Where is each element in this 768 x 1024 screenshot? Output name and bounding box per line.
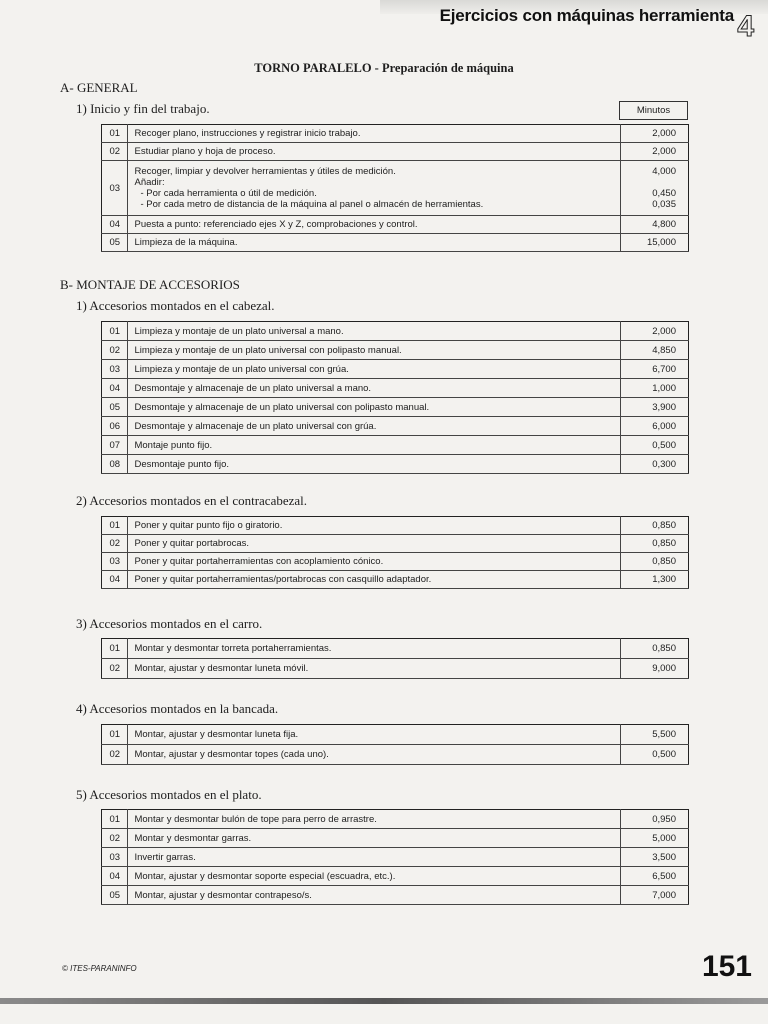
section-a-heading: A- GENERAL (60, 80, 138, 95)
row-number: 03 (102, 553, 128, 571)
row-minutes (620, 161, 688, 216)
row-description: Montar, ajustar y desmontar luneta móvil. (128, 659, 620, 679)
row-minutes: 2,000 (620, 125, 688, 143)
row-number: 02 (102, 535, 128, 553)
row-minutes: 2,000 (620, 143, 688, 161)
row-description: Montaje punto fijo. (128, 436, 620, 455)
row-number: 04 (102, 379, 128, 398)
table-row (102, 436, 689, 455)
subsection-b1-heading: 1) Accesorios montados en el cabezal. (76, 298, 275, 313)
row-number: 04 (102, 867, 128, 886)
table-b1 (101, 321, 689, 474)
row-number: 02 (102, 829, 128, 848)
row-description: Puesta a punto: referenciado ejes X y Z, comprobaciones y control. (128, 216, 620, 234)
row-description: Poner y quitar portaherramientas/portabrocas con casquillo adaptador. (128, 571, 620, 589)
row-description: Poner y quitar punto fijo o giratorio. (128, 517, 620, 535)
row-description: Limpieza de la máquina. (128, 234, 620, 252)
table-row (102, 341, 689, 360)
table-row (102, 848, 689, 867)
table-row (102, 161, 689, 216)
row-number: 01 (102, 810, 128, 829)
row-number: 08 (102, 455, 128, 474)
row-description: Limpieza y montaje de un plato universal con polipasto manual. (128, 341, 620, 360)
row-number: 03 (102, 360, 128, 379)
row-minutes: 7,000 (620, 886, 688, 905)
table-row (102, 360, 689, 379)
table-row (102, 234, 689, 252)
row-number: 05 (102, 886, 128, 905)
row-number: 01 (102, 725, 128, 745)
row-minutes: 6,500 (620, 867, 688, 886)
minutes-header: Minutos (619, 101, 688, 120)
table-row (102, 867, 689, 886)
row-number: 02 (102, 341, 128, 360)
row-description-line: - Por cada metro de distancia de la máquina al panel o almacén de herramientas. (140, 199, 484, 210)
table-row (102, 143, 689, 161)
table-row (102, 535, 689, 553)
row-description: Desmontaje y almacenaje de un plato universal con polipasto manual. (128, 398, 620, 417)
row-number: 02 (102, 659, 128, 679)
row-description: Montar, ajustar y desmontar topes (cada uno). (128, 745, 620, 765)
row-description: Poner y quitar portaherramientas con acoplamiento cónico. (128, 553, 620, 571)
row-description-line: Añadir: (134, 177, 165, 188)
row-description: Limpieza y montaje de un plato universal con grúa. (128, 360, 620, 379)
row-description: Desmontaje y almacenaje de un plato universal con grúa. (128, 417, 620, 436)
table-row (102, 455, 689, 474)
subsection-b3-heading: 3) Accesorios montados en el carro. (76, 616, 263, 631)
subsection-a1-heading: 1) Inicio y fin del trabajo. (76, 101, 210, 116)
row-minutes: 1,000 (620, 379, 688, 398)
row-minutes: 2,000 (620, 322, 688, 341)
subsection-b5-heading: 5) Accesorios montados en el plato. (76, 787, 262, 802)
row-description: Montar, ajustar y desmontar soporte especial (escuadra, etc.). (128, 867, 620, 886)
table-row (102, 886, 689, 905)
table-row (102, 125, 689, 143)
row-minutes: 4,800 (620, 216, 688, 234)
table-row (102, 398, 689, 417)
table-row (102, 417, 689, 436)
row-number: 04 (102, 216, 128, 234)
row-number: 01 (102, 517, 128, 535)
row-minutes: 0,850 (620, 639, 688, 659)
row-minutes: 4,850 (620, 341, 688, 360)
row-number: 01 (102, 125, 128, 143)
row-description-line: - Por cada herramienta o útil de medición. (140, 188, 317, 199)
row-minutes: 0,850 (620, 517, 688, 535)
table-row (102, 639, 689, 659)
row-number: 02 (102, 745, 128, 765)
row-number: 05 (102, 398, 128, 417)
row-number: 07 (102, 436, 128, 455)
row-minutes: 0,500 (620, 436, 688, 455)
row-minutes: 5,000 (620, 829, 688, 848)
row-minutes: 0,300 (620, 455, 688, 474)
row-minutes-line: 0,450 (652, 188, 676, 199)
row-minutes: 1,300 (620, 571, 688, 589)
row-minutes: 6,000 (620, 417, 688, 436)
row-minutes: 0,950 (620, 810, 688, 829)
row-number: 03 (102, 848, 128, 867)
row-number: 05 (102, 234, 128, 252)
table-row (102, 659, 689, 679)
row-minutes: 3,500 (620, 848, 688, 867)
table-row (102, 517, 689, 535)
row-number: 04 (102, 571, 128, 589)
row-description: Montar, ajustar y desmontar contrapeso/s. (128, 886, 620, 905)
row-description: Limpieza y montaje de un plato universal a mano. (128, 322, 620, 341)
table-a1 (101, 124, 689, 252)
table-b2 (101, 516, 689, 589)
chapter-number: 4 (737, 10, 754, 43)
table-b3 (101, 638, 689, 679)
table-row (102, 379, 689, 398)
row-description: Recoger plano, instrucciones y registrar inicio trabajo. (128, 125, 620, 143)
document-title: TORNO PARALELO - Preparación de máquina (254, 61, 514, 75)
row-minutes: 6,700 (620, 360, 688, 379)
row-description: Desmontaje y almacenaje de un plato universal a mano. (128, 379, 620, 398)
row-minutes-line: 4,000 (652, 166, 676, 177)
row-description: Montar y desmontar bulón de tope para perro de arrastre. (128, 810, 620, 829)
table-row (102, 725, 689, 745)
row-number: 06 (102, 417, 128, 436)
subsection-b2-heading: 2) Accesorios montados en el contracabezal. (76, 493, 308, 508)
row-number: 01 (102, 322, 128, 341)
row-minutes: 3,900 (620, 398, 688, 417)
running-header: Ejercicios con máquinas herramienta (439, 6, 734, 25)
row-minutes: 0,850 (620, 553, 688, 571)
table-row (102, 829, 689, 848)
subsection-b4-heading: 4) Accesorios montados en la bancada. (76, 701, 279, 716)
row-minutes: 5,500 (620, 725, 688, 745)
page-number: 151 (701, 950, 752, 983)
table-row (102, 553, 689, 571)
row-description (128, 161, 620, 216)
row-minutes: 9,000 (620, 659, 688, 679)
row-description: Montar y desmontar garras. (128, 829, 620, 848)
table-row (102, 571, 689, 589)
table-row (102, 745, 689, 765)
row-description-line: Recoger, limpiar y devolver herramientas y útiles de medición. (134, 166, 396, 177)
row-description: Poner y quitar portabrocas. (128, 535, 620, 553)
row-description: Montar, ajustar y desmontar luneta fija. (128, 725, 620, 745)
table-row (102, 810, 689, 829)
table-b4 (101, 724, 689, 765)
publisher-credit: © ITES-PARANINFO (62, 964, 137, 973)
row-minutes: 0,850 (620, 535, 688, 553)
table-b5 (101, 809, 689, 905)
row-number: 02 (102, 143, 128, 161)
section-b-heading: B- MONTAJE DE ACCESORIOS (60, 277, 240, 292)
row-minutes: 15,000 (620, 234, 688, 252)
bottom-rule (0, 998, 768, 1004)
row-description: Desmontaje punto fijo. (128, 455, 620, 474)
row-description: Estudiar plano y hoja de proceso. (128, 143, 620, 161)
row-minutes: 0,500 (620, 745, 688, 765)
row-number: 01 (102, 639, 128, 659)
table-row (102, 216, 689, 234)
row-description: Invertir garras. (128, 848, 620, 867)
row-number: 03 (102, 161, 128, 216)
row-minutes-line: 0,035 (652, 199, 676, 210)
table-row (102, 322, 689, 341)
row-description: Montar y desmontar torreta portaherramientas. (128, 639, 620, 659)
